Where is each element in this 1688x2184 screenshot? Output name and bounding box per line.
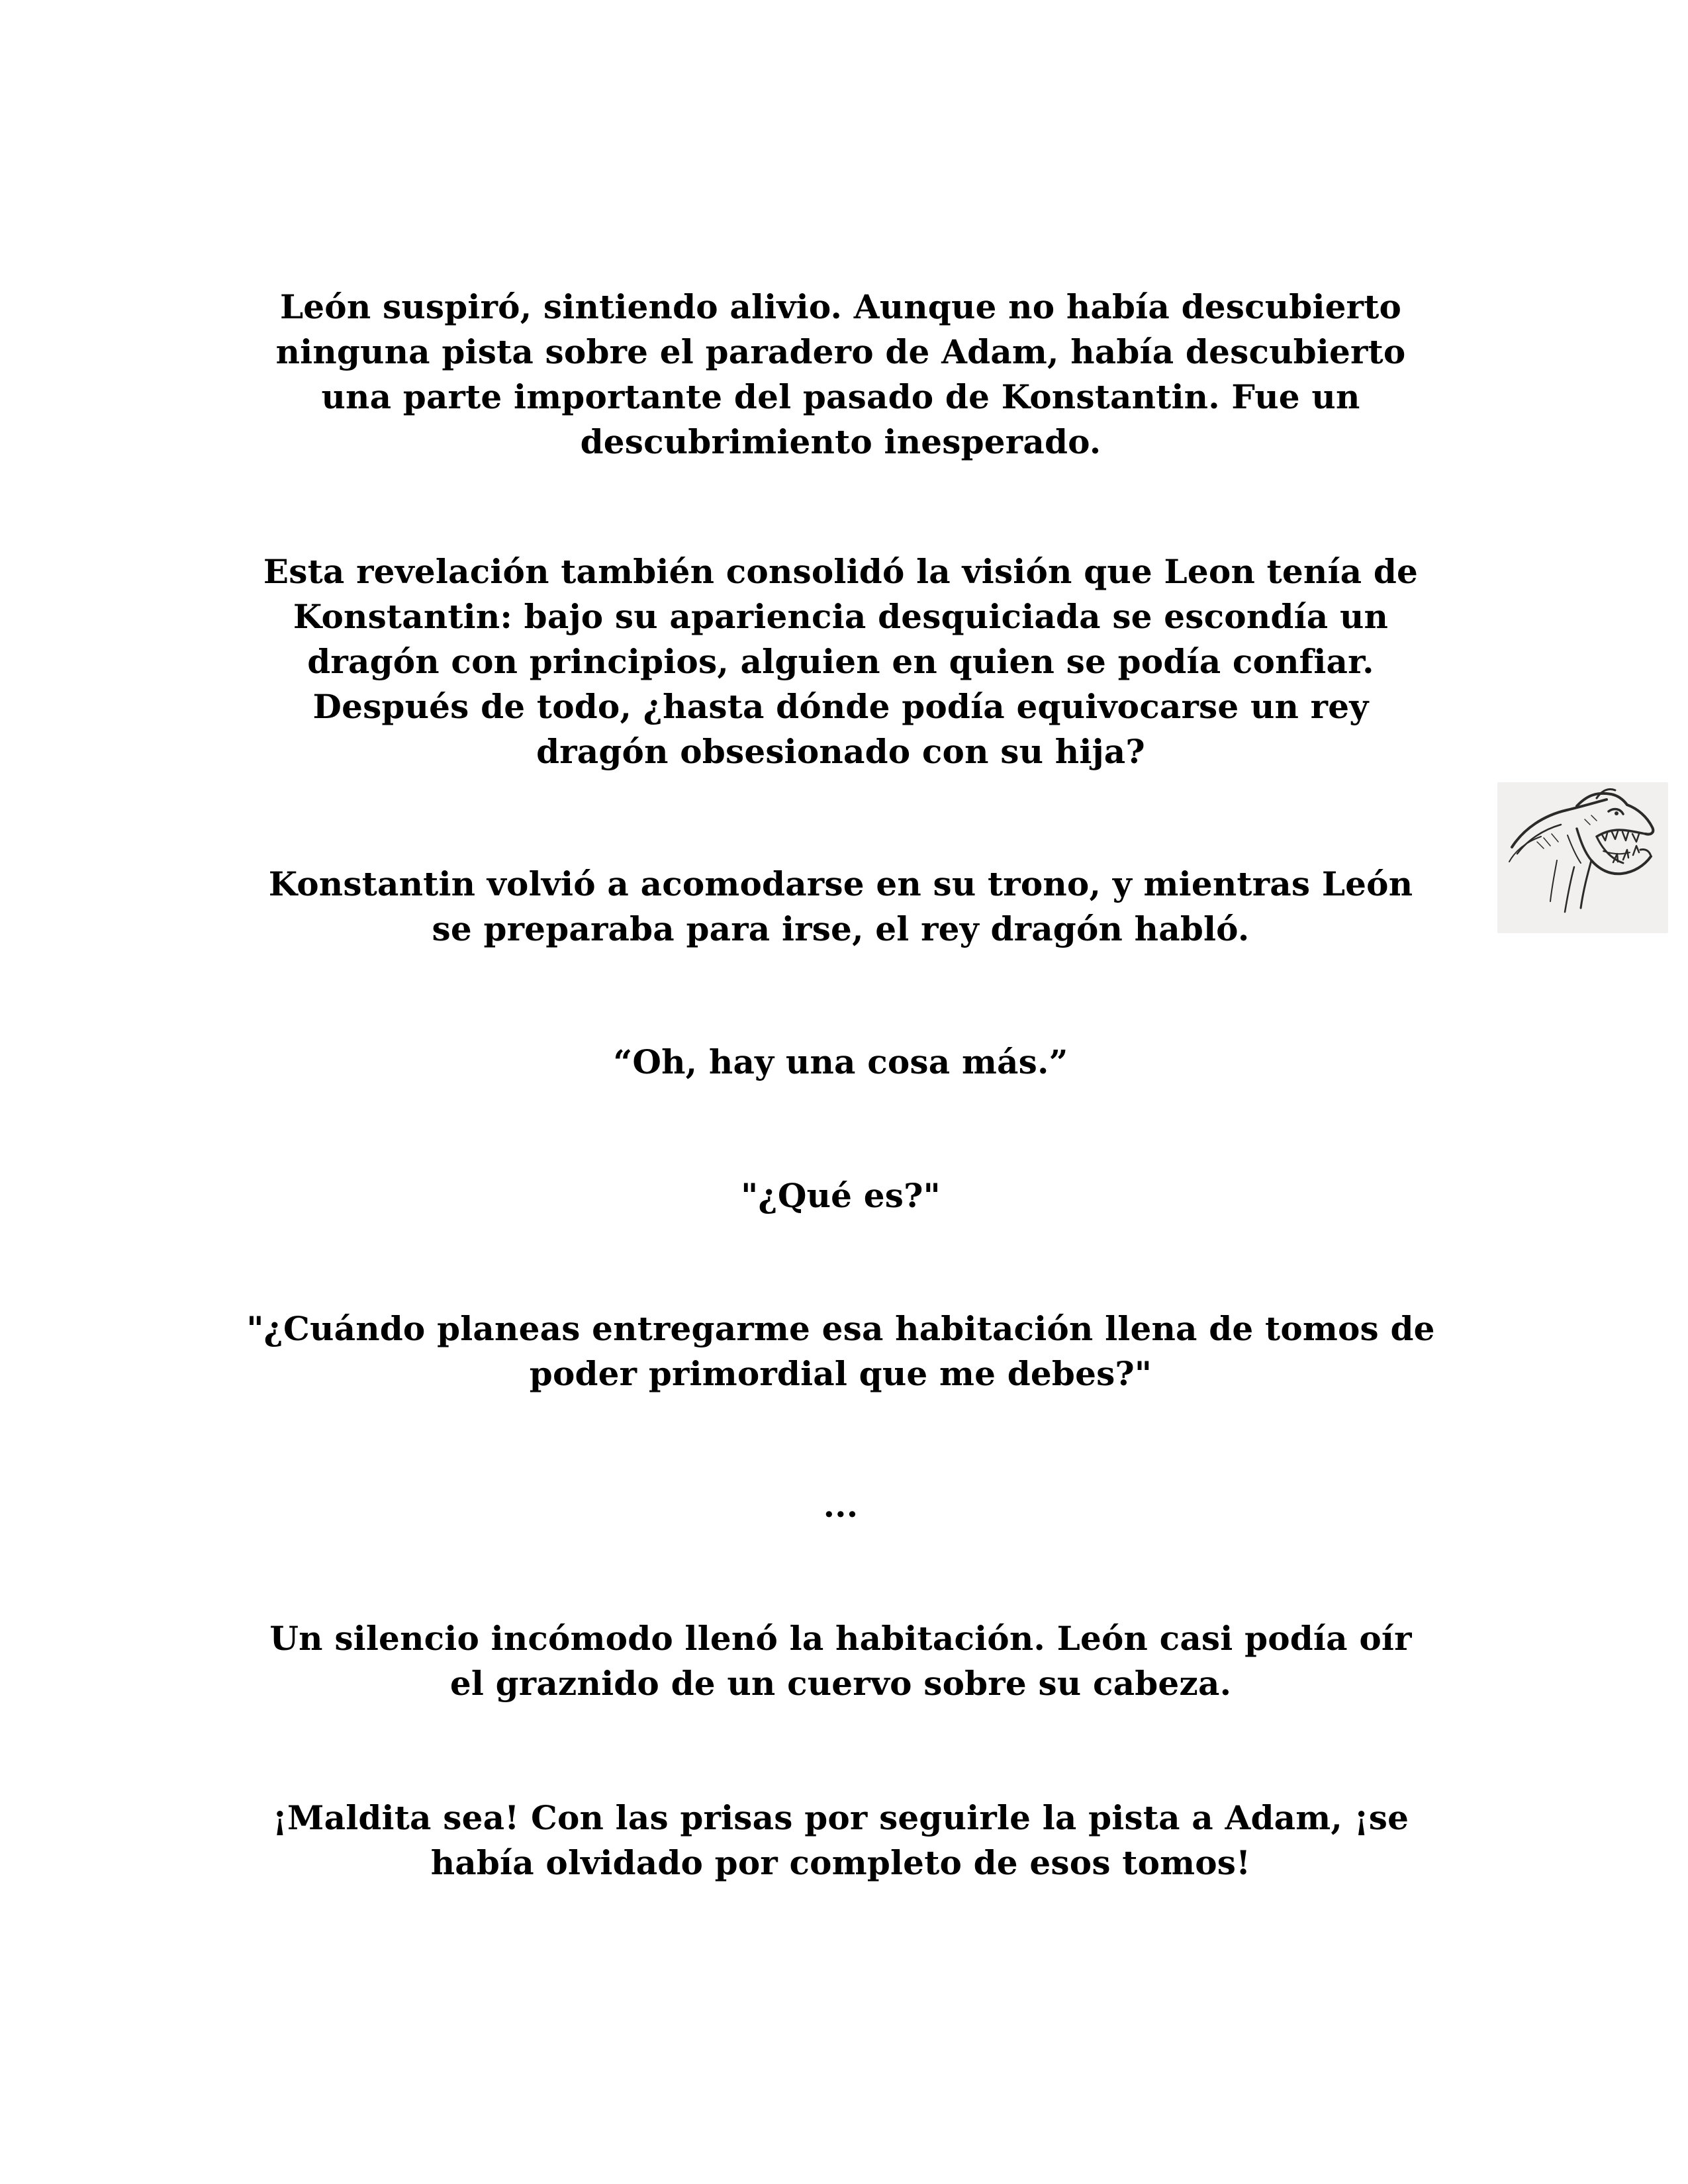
paragraph-3: [218, 862, 1463, 952]
dragon-head-sketch-icon: [1497, 782, 1668, 933]
text-line: Esta revelación también consolidó la visión que Leon tenía de: [263, 552, 1419, 591]
text-line: dragón obsesionado con su hija?: [536, 732, 1145, 771]
text-line: ninguna pista sobre el paradero de Adam, había descubierto: [275, 332, 1406, 371]
text-line: descubrimiento inesperado.: [580, 422, 1102, 461]
text-line: Después de todo, ¿hasta dónde podía equivocarse un rey: [312, 687, 1369, 726]
paragraph-5: [218, 1173, 1463, 1218]
paragraph-2: [218, 549, 1463, 774]
text-line: Konstantin volvió a acomodarse en su trono, y mientras León: [268, 864, 1413, 903]
paragraph-6: [218, 1306, 1463, 1396]
paragraph-8: [218, 1616, 1463, 1706]
text-line: Un silencio incómodo llenó la habitación. León casi podía oír: [269, 1619, 1412, 1658]
paragraph-9: [218, 1796, 1463, 1886]
text-line: León suspiró, sintiendo alivio. Aunque no había descubierto: [279, 287, 1402, 326]
text-line: "¿Qué es?": [741, 1176, 941, 1215]
text-line: una parte importante del pasado de Konstantin. Fue un: [321, 377, 1360, 416]
paragraph-7: [218, 1483, 1463, 1528]
paragraph-1: [218, 285, 1463, 465]
text-line: Konstantin: bajo su apariencia desquiciada se escondía un: [293, 597, 1389, 636]
text-line: "¿Cuándo planeas entregarme esa habitación llena de tomos de: [246, 1309, 1435, 1348]
text-line: había olvidado por completo de esos tomos!: [430, 1843, 1251, 1882]
text-line: ...: [823, 1486, 859, 1525]
text-line: “Oh, hay una cosa más.”: [613, 1042, 1068, 1081]
text-line: el graznido de un cuervo sobre su cabeza.: [449, 1664, 1232, 1703]
text-line: dragón con principios, alguien en quien se podía confiar.: [307, 642, 1374, 681]
text-line: ¡Maldita sea! Con las prisas por seguirle la pista a Adam, ¡se: [272, 1798, 1409, 1837]
text-line: poder primordial que me debes?": [529, 1354, 1152, 1393]
paragraph-4: [218, 1040, 1463, 1085]
text-line: se preparaba para irse, el rey dragón habló.: [432, 909, 1250, 948]
